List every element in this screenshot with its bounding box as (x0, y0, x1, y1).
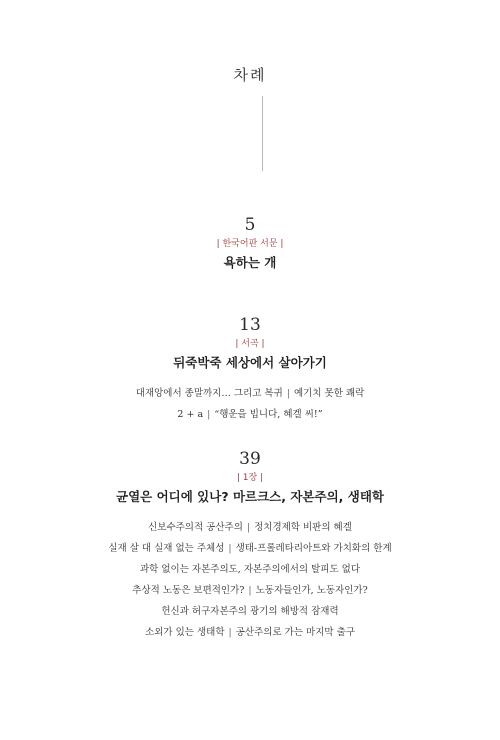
item-separator: | (207, 409, 211, 420)
toc-item-line (0, 622, 500, 643)
section-heading[interactable]: 욕하는 개 (223, 255, 277, 270)
section-items (0, 517, 500, 643)
toc-item[interactable]: 헌신과 허구자본주의 광기의 해방적 잠재력 (161, 606, 339, 617)
toc-item[interactable]: 정치경제학 비판의 혜겔 (254, 522, 352, 533)
toc-item-line (0, 517, 500, 538)
section-label: | 한국어판 서문 | (216, 239, 284, 249)
toc-section-1[interactable] (0, 214, 500, 273)
toc-item[interactable]: 과학 없이는 자본주의도, 자본주의에서의 탈피도 없다 (139, 564, 360, 575)
toc-title: 차례 (233, 66, 267, 84)
toc-item-line (0, 383, 500, 404)
toc-item[interactable]: 생태-프롤레타리아트와 가치화의 한계 (235, 543, 392, 554)
item-separator: | (248, 585, 252, 596)
item-separator: | (246, 522, 251, 533)
toc-item[interactable]: “행운을 빕니다, 혜겔 씨!” (214, 409, 323, 420)
toc-item[interactable]: 소외가 있는 생태학 (145, 627, 225, 638)
toc-section-3[interactable] (0, 448, 500, 643)
section-page-number: 13 (239, 315, 261, 335)
toc-section-2[interactable] (0, 314, 500, 425)
toc-item-line (0, 404, 500, 425)
section-heading[interactable]: 균열은 어디에 있나? 마르크스, 자본주의, 생태학 (116, 489, 384, 504)
item-separator: | (228, 627, 232, 638)
section-heading[interactable]: 뒤죽박죽 세상에서 살아가기 (173, 355, 327, 370)
toc-item[interactable]: 실재 살 대 실재 없는 주체성 (108, 543, 225, 554)
toc-item[interactable]: 추상적 노동은 보편적인가? (132, 585, 245, 596)
toc-item-line (0, 601, 500, 622)
section-label: | 서곡 | (235, 339, 265, 349)
section-label: | 1장 | (236, 473, 264, 483)
toc-item-line (0, 580, 500, 601)
toc-item[interactable]: 노동자들인가, 노동자인가? (255, 585, 368, 596)
toc-item[interactable]: 신보수주의적 공산주의 (148, 522, 243, 533)
section-items (0, 383, 500, 425)
toc-item[interactable]: 공산주의로 가는 마지막 출구 (235, 627, 355, 638)
item-separator: | (286, 388, 290, 399)
item-separator: | (228, 543, 232, 554)
section-page-number: 39 (239, 449, 261, 469)
toc-item[interactable]: 예기치 못한 쾌락 (293, 388, 365, 399)
section-page-number: 5 (244, 215, 256, 235)
toc-item[interactable]: 대재앙에서 종말까지… 그리고 복귀 (135, 388, 283, 399)
toc-item[interactable]: 2 + a (177, 409, 204, 420)
vertical-rule (262, 96, 263, 171)
toc-item-line (0, 559, 500, 580)
toc-item-line (0, 538, 500, 559)
